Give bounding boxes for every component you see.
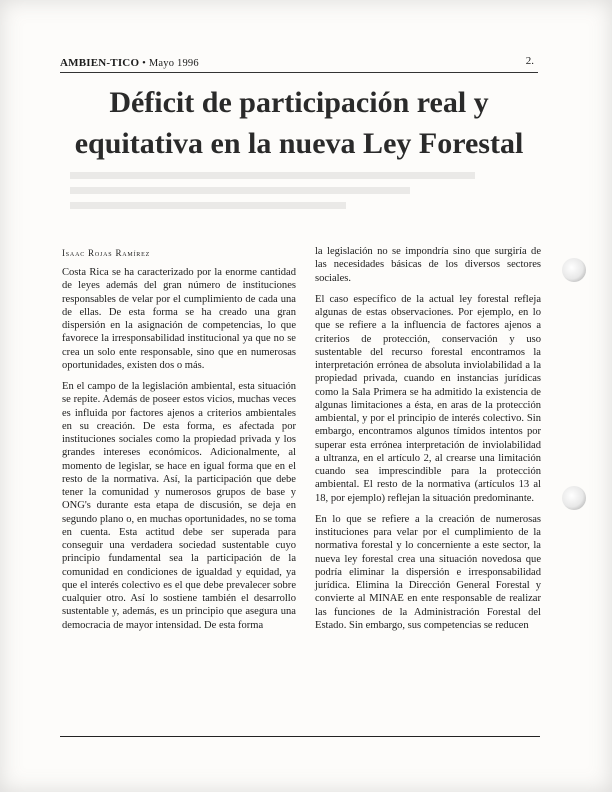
article-author: Isaac Rojas Ramírez [62,248,151,258]
paragraph: El caso específico de la actual ley forestal refleja algunas de estas observaciones. Por ejemplo, en lo que se refiere a la influencia de factores ajenos a criterios de protección, conservación y uso sustentable del recurso forestal encontramos la interpretación errónea de absoluta inviolabilidad a la propiedad privada, cuando en instancias jurídicas como la Sala Primera se ha admitido la existencia de algunas limitaciones a ésta, en aras de la protección ambiental, y por el principio de interés colectivo. Sin embargo, encontramos algunos tímidos intentos por superar esta errónea interpretación de inviolabilidad a ultranza, en el artículo 2, al crearse una limitación cuando sea imprescindible para la protección ambiental. El resto de la normativa (artículos 13 al 18, por ejemplo) reflejan la situación predominante. [315,293,541,504]
left-column [62,266,296,640]
paragraph: En el campo de la legislación ambiental, esta situación se repite. Además de poseer estos vicios, muchas veces es influida por factores ajenos a criterios ambientales en su creación. De esta forma, es afectada por instituciones sociales como la propiedad privada y los grandes intereses económicos. Adicionalmente, al momento de legislar, se hace en igual forma que en el resto de la normativa. Así, la participación que debe tener la comunidad y numerosos grupos de base y ONG's durante esta etapa de discusión, se deja en segundo plano o, en muchas oportunidades, no se toma en cuenta. Esta actitud debe ser superada para conseguir una verdadera sociedad sustentable cuyo principio fundamental sea la participación de la comunidad en condiciones de igualdad y equidad, ya que el interés colectivo es el que debe prevalecer sobre cualquier otro. Así lo sostiene también el desarrollo sustentable y, además, es un principio que asegura una democracia de mayor intensidad. De esta forma [62,381,296,631]
punch-hole-bottom [562,486,586,510]
article-title: Déficit de participación real y equitativa en la nueva Ley Forestal [74,86,524,160]
publication-date: • Mayo 1996 [142,58,199,69]
footer-rule [60,736,540,737]
punch-hole-top [562,258,586,282]
page-number: 2. [525,55,534,67]
publication-name: AMBIEN-TICO [60,57,140,69]
paragraph: En lo que se refiere a la creación de numerosas instituciones para velar por el cumplimiento de la normativa forestal y lo concerniente a este sector, la nueva ley forestal crea una situación novedosa que podría eliminar la dispersión e irresponsabilidad jurídica. Elimina la Dirección General Forestal y convierte al MINAE en ente responsable de realizar las funciones de la Administración Forestal del Estado. Sin embargo, sus competencias se reducen [315,513,541,631]
publication-header [60,57,199,69]
right-column [315,245,541,640]
paragraph: Costa Rica se ha caracterizado por la enorme cantidad de leyes además del gran número de instituciones responsables de velar por el cumplimiento de cada una de ellas. De esta forma se ha creado una gran dispersión en la asignación de competencias, lo que favorece la irresponsabilidad institucional ya que no se crea un solo ente responsable, sino que en numerosas oportunidades, existen dos o más. [62,267,296,371]
header-rule [60,72,538,73]
page-header [60,55,538,73]
paragraph: la legislación no se impondría sino que surgiría de las necesidades básicas de los diversos sectores sociales. [315,246,541,284]
